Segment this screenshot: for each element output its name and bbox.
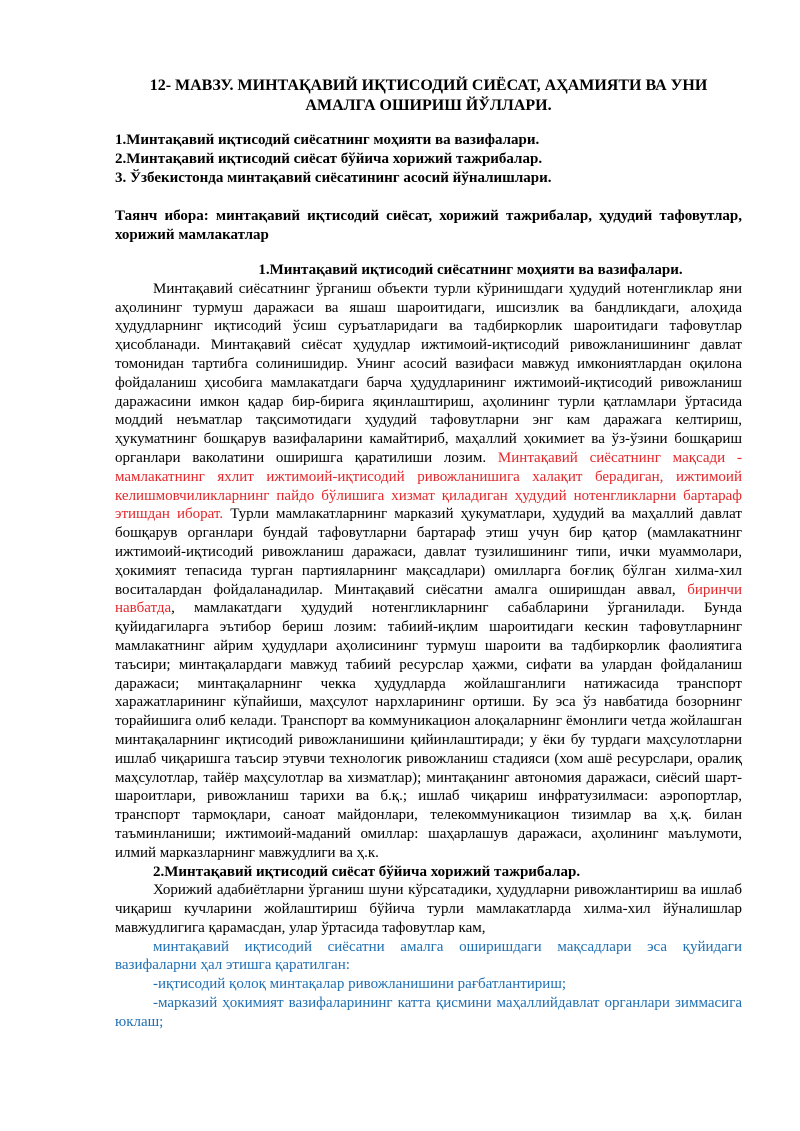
paragraph-text: Турли мамлакатларнинг марказий ҳукуматлари, ҳудудий ва маҳаллий давлат бошқарув органлари бундай тафовутларни бартараф этиш учун бир қатор (мамлакатнинг ижтимоий-иқтисодий ривожланиш даражаси, давлат тузилишининг типи, ички муаммолари, ҳокимият тепасида турган партияларнинг мақсадлари) омилларга боғлиқ бўлган хилма-хил воситалардан фойдаланадилар. Минтақавий сиёсатни амалга оширишдан аввал, [115,506,742,598]
paragraph-text: Минтақавий сиёсатнинг ўрганиш объекти турли кўринишдаги ҳудудий нотенгликлар яни аҳолининг турмуш даражаси ва яшаш шароитидаги, ишсизлик ва бандликдаги, алоҳида ҳудудларнинг иқтисодий ўсиш суръатларидаги ва тадбиркорлик шароитидаги тафовутлар ҳисобланади. Минтақавий сиёсат ҳудудлар ижтимоий-иқтисодий ривожланишининг давлат томонидан тартибга солинишидир. Унинг асосий вазифаси мавжуд имкониятлардан оқилона фойдаланиш ҳисобига мамлакатдаги барча ҳудудларининг ижтимоий-иқтисодий ривожланиш даражасини имкон қадар бир-бирига яқинлаштириш, аҳолининг турли қатламлари ўртасида моддий неъматлар тақсимотидаги ҳудудий тафовутларни энг кам даражага келтириш, ҳукуматнинг бошқарув вазифаларини камайтириб, маҳаллий ҳокимиет ва ўз-ўзини бошқариш органлари ваколатини оширишга қаратилиши лозим. [115,280,742,466]
plan-item: 2.Минтақавий иқтисодий сиёсат бўйича хорижий тажрибалар. [115,150,543,167]
goal-item: -марказий ҳокимият вазифаларининг катта қисмини маҳаллийдавлат органлари зиммасига юклаш; [115,995,742,1030]
section-2-paragraph: Хорижий адабиётларни ўрганиш шуни кўрсатадики, ҳудудларни ривожлантириш ва ишлаб чиқариш кучларини жойлаштириш бўйича турли мамлакатларда хилма-хил йўналишлар мавжудлигига қарамасдан, улар ўртасида тафовутлар кам, [115,882,742,936]
page-title: 12- МАВЗУ. МИНТАҚАВИЙ ИҚТИСОДИЙ СИЁСАТ, АҲАМИЯТИ ВА УНИ АМАЛГА ОШИРИШ ЙЎЛЛАРИ. [149,77,708,114]
paragraph-text: , мамлакатдаги ҳудудий нотенгликларнинг сабабларини ўрганилади. Бунда қуйидагиларга эътибор бериш лозим: табиий-иқлим шароитидаги кескин тафовутларнинг мамлакатнинг айрим ҳудудлари аҳолисининг турмуш шароити ва тадбиркорлик фаолиятига таъсири; минтақалардаги мавжуд табиий ресурслар ҳажми, сифати ва улардан фойдаланиш даражаси; минтақаларнинг чекка ҳудудларда жойлашганлиги натижасида транспорт харажатларининг кўпайиши, маҳсулот нархларининг ортиши. Бу эса ўз навбатида бозорнинг торайишига олиб келади. Транспорт ва коммуникацион алоқаларнинг ёмонлиги четда жойлашган минтақаларнинг иқтисодий ривожланишини қийинлаштиради; у ёки бу турдаги маҳсулотларни ишлаб чиқаришга таъсир этувчи технологик ривожланиш стадияси (хом ашё ресурслари, оралиқ маҳсулотлар, тайёр маҳсулотлар ва хизматлар); минтақанинг автономия даражаси, сиёсий шарт-шароитлари, ривожланиш тарихи ва б.қ.; ишлаб чиқариш инфратузилмаси: аэропортлар, транспорт тармоқлари, саноат майдонлари, телекоммуникацион тизимлар ва ҳ.қ. билан таъминланиши; ижтимоий-маданий омиллар: шаҳарлашув даражаси, аҳолининг маълумоти, илмий марказларнинг мавжудлиги ва ҳ.к. [115,600,742,861]
goal-item: -иқтисодий қолоқ минтақалар ривожланишини рағбатлантириш; [153,976,567,993]
highlighted-goal-text: Минтақавий сиёсатнинг мақсади - мамлакатнинг яхлит ижтимоий-иқтисодий ривожланишига халақит берадиган, ижтимоий келишмовчиликларнинг пайдо бўлишига хизмат қиладиган ҳудудий нотенгликларни бартараф этишдан иборат. [115,449,742,523]
plan-item: 3. Ўзбекистонда минтақавий сиёсатининг асосий йўналишлари. [115,169,552,186]
section-1-paragraph [115,280,742,863]
section-1-heading: 1.Минтақавий иқтисодий сиёсатнинг моҳияти ва вазифалари. [258,262,683,278]
plan-item: 1.Минтақавий иқтисодий сиёсатнинг моҳияти ва вазифалари. [115,132,540,148]
goals-list [115,938,742,1032]
goals-intro: минтақавий иқтисодий сиёсатни амалга оширишдаги мақсадлари эса қуйидаги вазифаларни ҳал этишга қаратилган: [115,938,742,974]
highlighted-first-priority-text: биринчи навбатда [115,581,742,617]
key-phrases: Таянч ибора: минтақавий иқтисодий сиёсат, хорижий тажрибалар, ҳудудий тафовутлар, хорижий мамлакатлар [115,208,742,243]
topic-plan [115,131,742,187]
section-2-heading: 2.Минтақавий иқтисодий сиёсат бўйича хорижий тажрибалар. [153,863,581,880]
section-1 [115,261,742,1032]
